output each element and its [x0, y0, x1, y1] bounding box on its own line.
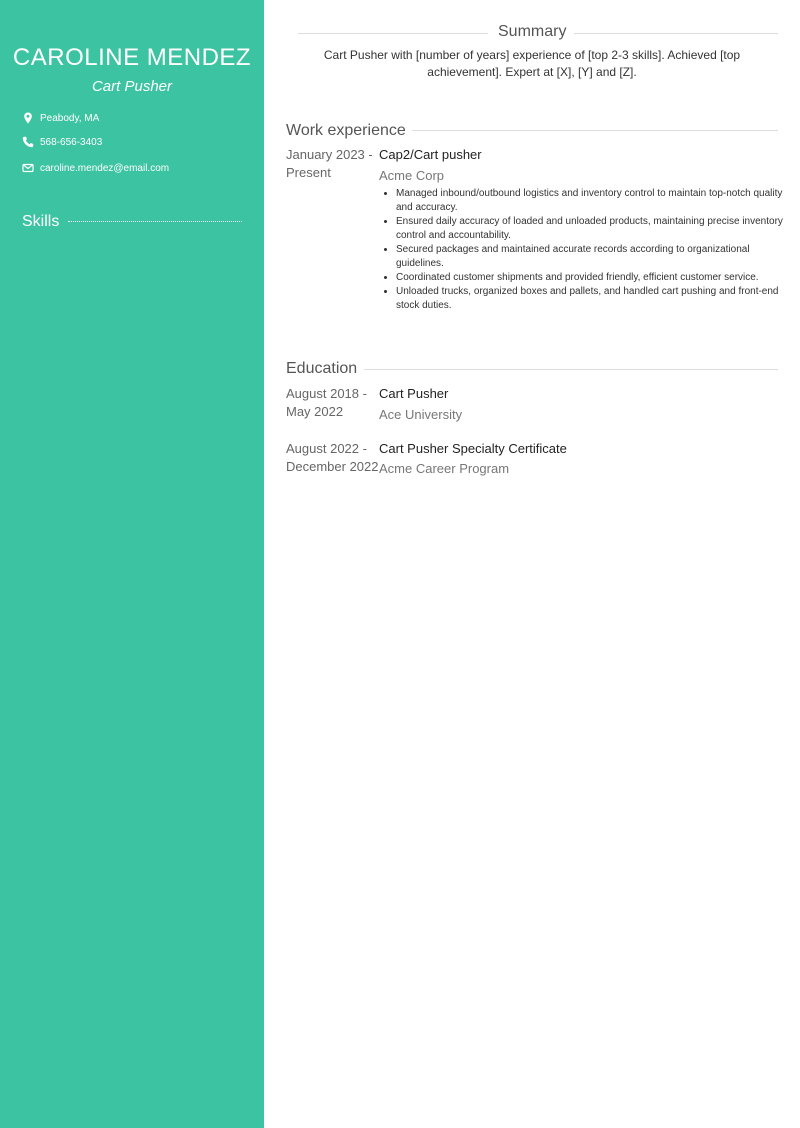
education-school: Ace University [379, 407, 463, 422]
contact-email[interactable] [22, 162, 169, 174]
skills-divider [68, 221, 242, 222]
job-bullet: • Coordinated customer shipments and provided friendly, efficient customer service. [396, 271, 796, 285]
candidate-name: CAROLINE MENDEZ [12, 44, 252, 71]
job-bullet: • Secured packages and maintained accurate records according to organizational guidelines. [396, 243, 796, 271]
education-divider [364, 369, 778, 370]
candidate-title: Cart Pusher [91, 78, 173, 95]
education-heading: Education [286, 360, 358, 377]
contact-location [22, 112, 99, 124]
email-icon [22, 162, 34, 174]
summary-text: Cart Pusher with [number of years] experience of [top 2-3 skills]. Achieved [top achievement]. Expert at [X], [Y] and [Z]. [323, 48, 741, 79]
work-experience-heading: Work experience [286, 122, 406, 139]
work-experience-divider [412, 130, 778, 131]
job-company: Acme Corp [379, 168, 445, 183]
contact-location-text: Peabody, MA [40, 112, 100, 124]
skills-heading: Skills [22, 213, 60, 230]
sidebar [0, 0, 264, 1128]
job-role: Cap2/Cart pusher [379, 147, 482, 162]
job-date: January 2023 - Present [286, 147, 373, 180]
summary-divider-left [298, 33, 488, 34]
job-bullets [379, 187, 796, 313]
contact-phone [22, 136, 102, 148]
job-bullet: • Unloaded trucks, organized boxes and pallets, and handled cart pushing and front-end stock duties. [396, 285, 796, 313]
education-school: Acme Career Program [379, 461, 510, 476]
education-degree: Cart Pusher Specialty Certificate [379, 441, 567, 456]
location-pin-icon [22, 112, 34, 124]
contact-phone-text: 568-656-3403 [40, 136, 103, 148]
education-date: August 2018 - May 2022 [286, 386, 367, 419]
contact-email-text[interactable]: caroline.mendez@email.com [40, 162, 170, 174]
summary-divider-right [574, 33, 778, 34]
education-date: August 2022 - December 2022 [286, 441, 379, 474]
education-degree: Cart Pusher [379, 386, 449, 401]
job-bullet: • Ensured daily accuracy of loaded and unloaded products, maintaining precise inventory control and accountability. [396, 215, 796, 243]
summary-heading: Summary [498, 23, 567, 40]
job-bullet: • Managed inbound/outbound logistics and inventory control to maintain top-notch quality and accuracy. [396, 187, 796, 215]
main-content [264, 0, 800, 1128]
phone-icon [22, 136, 34, 148]
